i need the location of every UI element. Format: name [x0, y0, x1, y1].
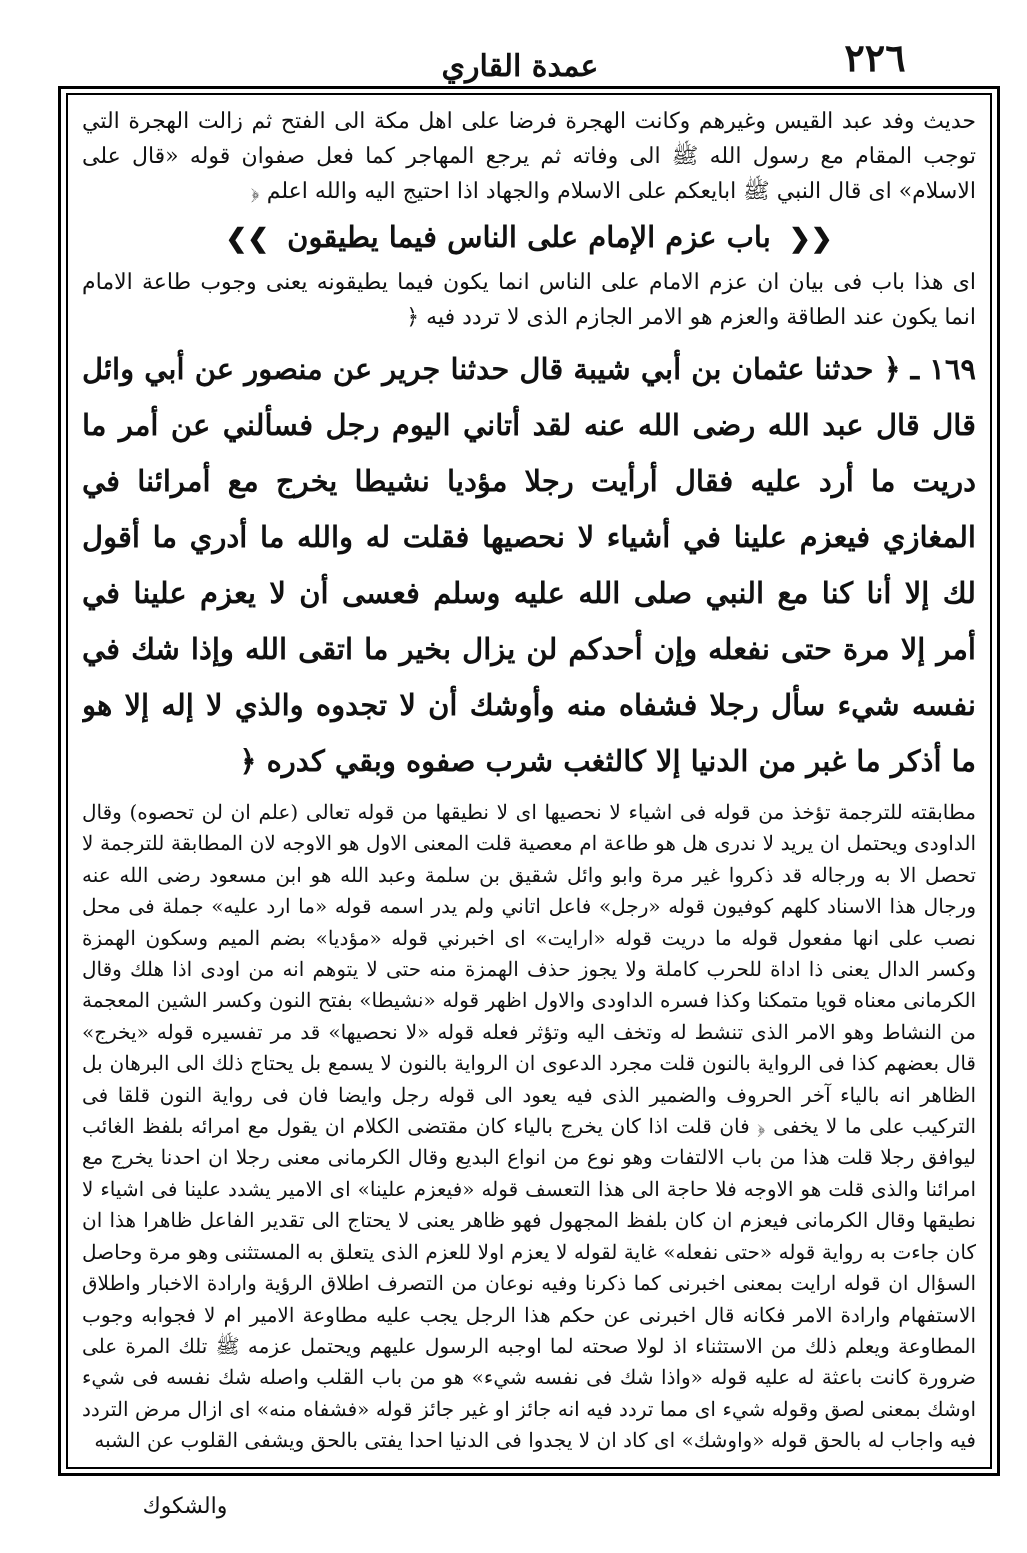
chapter-heading: [82, 213, 976, 263]
hadith-text: ﴿ حدثنا عثمان بن أبي شيبة قال حدثنا جرير عن منصور عن أبي وائل قال قال عبد الله رضى الله عنه لقد أتاني اليوم رجل فسألني عن أمر ما دريت ما أرد عليه فقال أرأيت رجلا مؤديا نشيطا يخرج مع أمرائنا في المغازي فيعزم علينا في أشياء لا نحصيها فقلت له والله ما أدري ما أقول لك إلا أنا كنا مع النبي صلى الله عليه وسلم فعسى أن لا يعزم علينا في أمر إلا مرة حتى نفعله وإن أحدكم لن يزال بخير ما اتقى الله وإذا شك في نفسه شيء سأل رجلا فشفاه منه وأوشك أن لا تجدوه والذي لا إله إلا هو ما أذكر ما غبر من الدنيا إلا كالثغب شرب صفوه وبقي كدره ﴿: [82, 352, 976, 778]
page-header: [0, 0, 1027, 85]
ornament-left-icon: ❯❯: [225, 224, 270, 254]
chapter-explanation: اى هذا باب فى بيان ان عزم الامام على الناس انما يكون فيما يطيقونه يعنى وجوب طاعة الامام انما يكون عند الطاقة والعزم هو الامر الجازم الذى لا تردد فيه ﴿: [82, 270, 976, 330]
chapter-title: باب عزم الإمام على الناس فيما يطيقون: [287, 220, 771, 254]
hadith-number: ١٦٩ ـ: [910, 352, 976, 386]
page-content: [82, 100, 976, 1462]
page-number: ٢٢٦: [844, 35, 906, 80]
hadith-block: [82, 341, 976, 789]
intro-paragraph: حديث وفد عبد القيس وغيرهم وكانت الهجرة فرضا على اهل مكة الى الفتح ثم زالت الهجرة التي توجب المقام مع رسول الله ﷺ الى وفاته ثم يرجع المهاجر كما فعل صفوان قوله «قال على الاسلام» اى قال النبي ﷺ ابايعكم على الاسلام والجهاد اذا احتيج اليه والله اعلم ﴿: [82, 109, 976, 204]
commentary: مطابقته للترجمة تؤخذ من قوله فى اشياء لا نحصيها اى لا نطيقها من قوله تعالى (علم ان لن تحصوه) وقال الداودى ويحتمل ان يريد لا ندرى هل هو طاعة ام معصية قلت المعنى الاول هو الاوجه لان المطابقة للترجمة لا تحصل الا به ورجاله قد ذكروا غير مرة وابو وائل شقيق بن سلمة وعبد الله هو ابن مسعود رضى الله عنه ورجال هذا الاسناد كلهم كوفيون قوله «رجل» فاعل اتاني ولم يدر اسمه قوله «ما ارد عليه» جملة فى محل نصب على انها مفعول قوله ما دريت قوله «ارايت» اى اخبرني قوله «مؤديا» بضم الميم وسكون الهمزة وكسر الدال يعنى ذا اداة للحرب كاملة ولا يجوز حذف الهمزة منه حتى لا يتوهم انه من اودى اذا هلك وقال الكرمانى معناه قويا متمكنا وكذا فسره الداودى والاول اظهر قوله «نشيطا» بفتح النون وكسر الشين المعجمة من النشاط وهو الامر الذى تنشط له وتخف اليه وتؤثر فعله قوله «لا نحصيها» قد مر تفسيره قوله «يخرج» قال بعضهم كذا فى الرواية بالنون قلت مجرد الدعوى ان الرواية بالنون لا يسمع بل يحتاج ذلك الى البرهان بل الظاهر انه بالياء آخر الحروف والضمير الذى فيه يعود الى قوله رجل وايضا فان فى رواية النون قلقا فى التركيب على ما لا يخفى ﴿ فان قلت اذا كان يخرج بالياء كان مقتضى الكلام ان يقول مع امرائه بلفظ الغائب ليوافق رجلا قلت هذا من باب الالتفات وهو نوع من انواع البديع وقال الكرمانى معنى رجلا ان احدنا يخرج مع امرائنا والذى قلت هو الاوجه فلا حاجة الى هذا التعسف قوله «فيعزم علينا» اى الامير يشدد علينا فى اشياء لا نطيقها وقال الكرمانى فيعزم ان كان بلفظ المجهول فهو ظاهر يعنى لا يحتاج الى تقدير الفاعل ظاهرا هذا ان كان جاءت به رواية قوله «حتى نفعله» غاية لقوله لا يعزم اولا للعزم الذى يتعلق به المستثنى وهو مرة وحاصل السؤال ان قوله ارايت بمعنى اخبرنى كما ذكرنا وفيه نوعان من التصرف اطلاق الرؤية وارادة الاخبار واطلاق الاستفهام وارادة الامر فكانه قال اخبرنى عن حكم هذا الرجل يجب عليه مطاوعة الامير ام لا فجوابه وجوب المطاوعة ويعلم ذلك من الاستثناء اذ لولا صحته لما اوجبه الرسول عليهم ويحتمل عزمه ﷺ تلك المرة على ضرورة كانت باعثة له عليه قوله «واذا شك فى نفسه شيء» هو من باب القلب واصله شك نفسه فى شيء اوشك بمعنى لصق وقوله شيء اى مما تردد فيه انه جائز او غير جائز قوله «فشفاه منه» اى ازال مرض التردد فيه واجاب له بالحق قوله «واوشك» اى كاد ان لا يجدوا فى الدنيا احدا يفتى بالحق ويشفى القلوب عن الشبه: [82, 800, 976, 1453]
footer-catchword: والشكوك: [142, 1494, 228, 1519]
ornament-right-icon: ❮❮: [788, 224, 833, 254]
running-title: عمدة القاري: [441, 49, 599, 84]
